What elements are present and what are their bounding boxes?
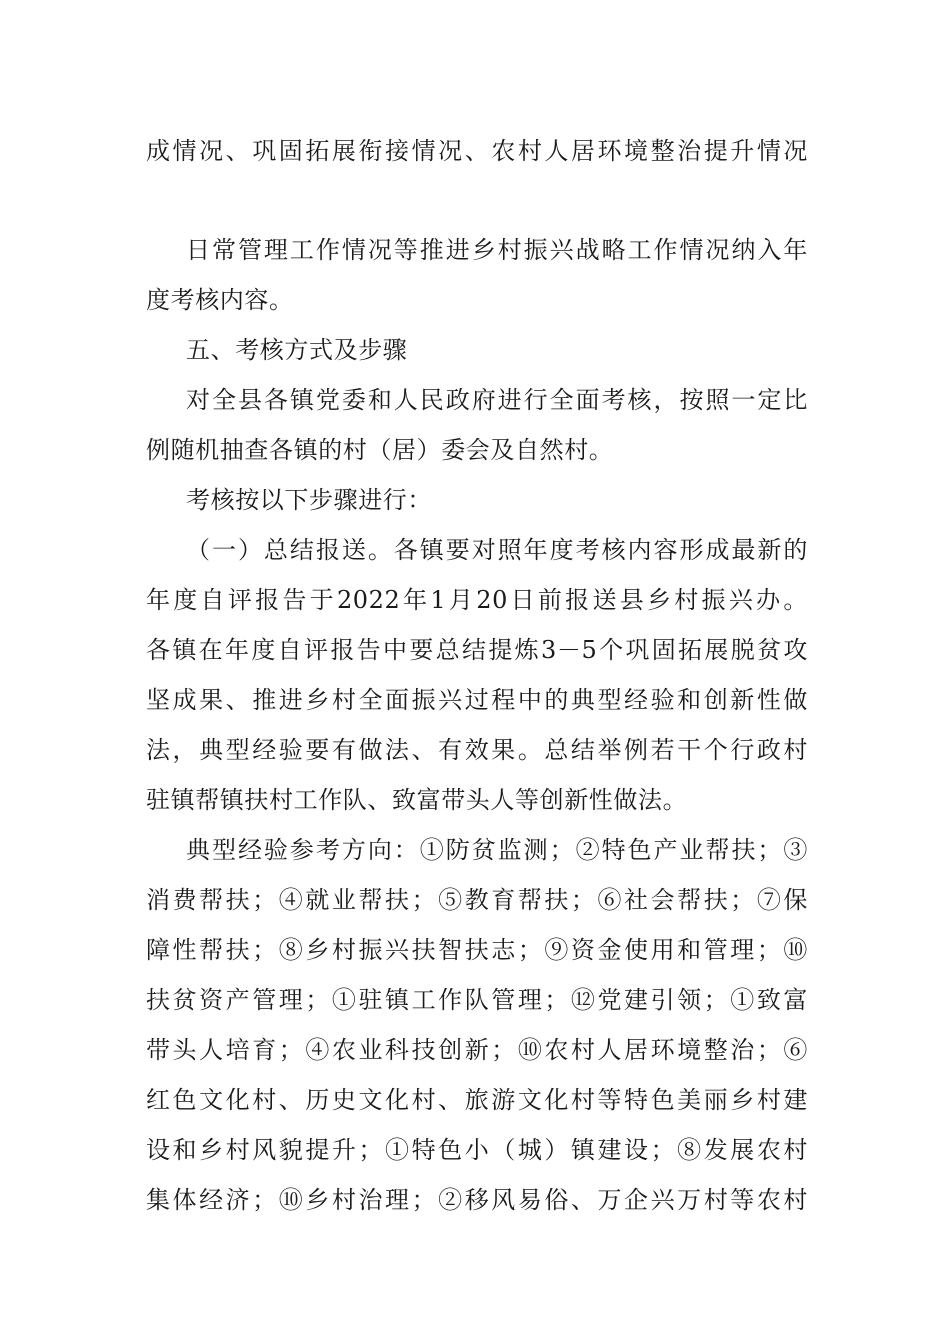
text-line-2: 日常管理工作情况等推进乡村振兴战略工作情况纳入年 [186, 236, 808, 264]
text-line-15: 消费帮扶；④就业帮扶；⑤教育帮扶；⑥社会帮扶；⑦保 [146, 886, 808, 914]
text-line-8: （一）总结报送。各镇要对照年度考核内容形成最新的 [186, 536, 808, 564]
text-line-14: 典型经验参考方向：①防贫监测；②特色产业帮扶；③ [186, 836, 808, 864]
text-line-19: 红色文化村、历史文化村、旅游文化村等特色美丽乡村建 [146, 1086, 808, 1114]
text-line-21: 集体经济；⑩乡村治理；②移风易俗、万企兴万村等农村 [146, 1186, 808, 1214]
text-line-5: 对全县各镇党委和人民政府进行全面考核，按照一定比 [186, 386, 808, 414]
text-line-16: 障性帮扶；⑧乡村振兴扶智扶志；⑨资金使用和管理；⑩ [146, 936, 808, 964]
text-line-6: 例随机抽查各镇的村（居）委会及自然村。 [146, 436, 614, 464]
text-line-12: 法，典型经验要有做法、有效果。总结举例若干个行政村 [146, 736, 808, 764]
text-line-7: 考核按以下步骤进行： [186, 486, 432, 514]
text-line-9: 年度自评报告于2022年1月20日前报送县乡村振兴办。 [146, 586, 808, 614]
text-line-20: 设和乡村风貌提升；①特色小（城）镇建设；⑧发展农村 [146, 1136, 808, 1164]
text-line-3: 度考核内容。 [146, 286, 294, 314]
text-line-10: 各镇在年度自评报告中要总结提炼3－5个巩固拓展脱贫攻 [146, 636, 808, 664]
text-line-18: 带头人培育；④农业科技创新；⑩农村人居环境整治；⑥ [146, 1036, 808, 1064]
text-line-13: 驻镇帮镇扶村工作队、致富带头人等创新性做法。 [146, 786, 688, 814]
text-line-11: 坚成果、推进乡村全面振兴过程中的典型经验和创新性做 [146, 686, 808, 714]
section-heading: 五、考核方式及步骤 [186, 336, 408, 364]
text-line-17: 扶贫资产管理；①驻镇工作队管理；⑫党建引领；①致富 [146, 986, 808, 1014]
text-line-1: 成情况、巩固拓展衔接情况、农村人居环境整治提升情况 [146, 137, 808, 165]
